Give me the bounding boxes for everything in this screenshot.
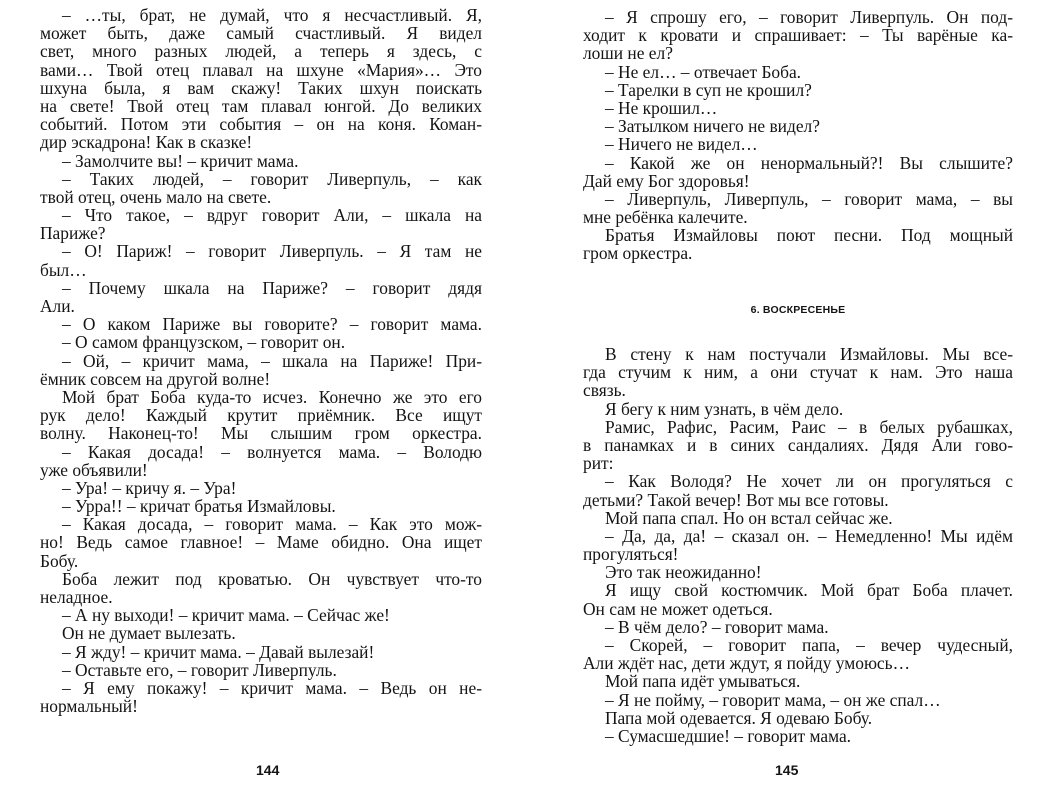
text-line: Я ищу свой костюмчик. Мой брат Боба плачет. bbox=[605, 580, 1013, 601]
text-line: Али. bbox=[40, 296, 75, 316]
text-line: – Какая досада! – волнуется мама. – Володю bbox=[62, 441, 482, 462]
text-line: – Не крошил… bbox=[605, 97, 718, 118]
right-page-text-top bbox=[583, 8, 1013, 263]
text-line: – Да, да, да! – сказал он. – Немедленно! Мы идём bbox=[605, 525, 1013, 546]
text-line: мне ребёнка калечите. bbox=[583, 207, 748, 228]
text-line: – Урра!! – кричат братья Измайловы. bbox=[62, 496, 336, 517]
text-line: Мой папа идёт умываться. bbox=[605, 671, 801, 692]
text-line: Папа мой одевается. Я одеваю Бобу. bbox=[605, 707, 873, 728]
text-line: волну. Наконец-то! Мы слышим гром оркестра. bbox=[40, 423, 482, 444]
text-line: Я бегу к ним узнать, в чём дело. bbox=[605, 398, 844, 419]
right-page-number: 145 bbox=[775, 762, 799, 778]
text-line: Он сам не может одеться. bbox=[583, 598, 773, 619]
text-line: гром оркестра. bbox=[583, 243, 693, 264]
text-line: – Я не пойму, – говорит мама, – он же спал… bbox=[605, 689, 941, 710]
text-line: – Какой же он ненормальный?! Вы слышите? bbox=[605, 152, 1013, 173]
text-line: – О самом французском, – говорит он. bbox=[62, 332, 346, 353]
text-line: Это так неожиданно! bbox=[605, 562, 762, 583]
text-line: Мой брат Боба куда-то исчез. Конечно же это его bbox=[62, 386, 482, 407]
text-line: Он не думает вылезать. bbox=[62, 623, 236, 644]
left-page-text bbox=[40, 6, 482, 715]
text-line: – О каком Париже вы говорите? – говорит мама. bbox=[62, 314, 482, 335]
text-line: рук дело! Каждый крутит приёмник. Все ищут bbox=[40, 405, 482, 426]
text-line: Рамис, Рафис, Расим, Раис – в белых рубашках, bbox=[605, 416, 1013, 437]
text-line: Дай ему Бог здоровья! bbox=[583, 170, 750, 191]
text-line: – Затылком ничего не видел? bbox=[605, 116, 820, 137]
text-line: Боба лежит под кроватью. Он чувствует что-то bbox=[62, 568, 482, 589]
text-line: – Как Володя? Не хочет ли он прогуляться с bbox=[605, 471, 1013, 492]
text-line: Бобу. bbox=[40, 550, 79, 571]
text-line: – Ничего не видел… bbox=[605, 134, 758, 155]
text-line: прогуляться! bbox=[583, 544, 679, 565]
text-line: может быть, даже самый счастливый. Я видел bbox=[40, 23, 482, 44]
text-line: ходит к кровати и спрашивает: – Ты варёные ка- bbox=[583, 25, 1013, 46]
text-line: – Я жду! – кричит мама. – Давай вылезай! bbox=[62, 641, 375, 662]
text-line: – А ну выходи! – кричит мама. – Сейчас же! bbox=[62, 605, 390, 626]
text-line: – Не ел… – отвечает Боба. bbox=[605, 61, 802, 82]
text-line: твой отец, очень мало на свете. bbox=[40, 186, 272, 207]
text-line: уже объявили! bbox=[40, 459, 148, 480]
text-line: – Я спрошу его, – говорит Ливерпуль. Он под- bbox=[605, 7, 1013, 27]
text-line: – Сумасшедшие! – говорит мама. bbox=[605, 725, 852, 746]
text-line: но! Ведь самое главное! – Маме обидно. Она ищет bbox=[40, 532, 482, 553]
text-line: – Таких людей, – говорит Ливерпуль, – как bbox=[62, 168, 482, 189]
text-line: был… bbox=[40, 259, 87, 280]
text-line: вами… Твой отец плавал на шхуне «Мария»… Это bbox=[40, 59, 482, 80]
text-line: Братья Измайловы поют песни. Под мощный bbox=[605, 225, 1013, 246]
chapter-heading: 6. ВОСКРЕСЕНЬЕ bbox=[750, 304, 846, 316]
text-line: – Скорей, – говорит папа, – вечер чудесный, bbox=[605, 635, 1013, 655]
text-line: на свете! Твой отец там плавал юнгой. До великих bbox=[40, 95, 482, 116]
text-line: дир эскадрона! Как в сказке! bbox=[40, 132, 253, 153]
text-line: – Какая досада, – говорит мама. – Как это мож- bbox=[62, 514, 482, 535]
text-line: – Ой, – кричит мама, – шкала на Париже! При- bbox=[62, 350, 482, 371]
text-line: Мой папа спал. Но он встал сейчас же. bbox=[605, 507, 893, 528]
text-line: – Ливерпуль, Ливерпуль, – говорит мама, – вы bbox=[605, 188, 1013, 209]
text-line: Париже? bbox=[40, 223, 106, 244]
text-line: – В чём дело? – говорит мама. bbox=[605, 616, 829, 637]
text-line: – Ура! – кричу я. – Ура! bbox=[62, 477, 237, 498]
text-line: неладное. bbox=[40, 587, 113, 607]
text-line: ёмник совсем на другой волне! bbox=[40, 368, 271, 389]
right-page-text-bottom bbox=[583, 345, 1013, 745]
text-line: событий. Потом эти события – он на коня. Коман- bbox=[40, 114, 482, 135]
text-line: нормальный! bbox=[40, 696, 138, 717]
text-line: шхуна была, я вам скажу! Таких шхун поискать bbox=[40, 77, 482, 98]
text-line: лоши не ел? bbox=[583, 43, 673, 64]
text-line: детьми? Такой вечер! Вот мы все готовы. bbox=[583, 489, 889, 510]
text-line: В стену к нам постучали Измайловы. Мы все- bbox=[605, 344, 1013, 364]
text-line: рит: bbox=[583, 453, 614, 474]
text-line: – …ты, брат, не думай, что я несчастливый. Я, bbox=[62, 5, 482, 25]
left-page bbox=[40, 0, 482, 800]
text-line: в панамках и в синих сандалиях. Дядя Али гово- bbox=[583, 434, 1013, 455]
text-line: – Почему шкала на Париже? – говорит дядя bbox=[62, 277, 482, 298]
left-page-number: 144 bbox=[256, 762, 280, 778]
text-line: – Я ему покажу! – кричит мама. – Ведь он не- bbox=[62, 677, 482, 698]
text-line: свет, много разных людей, а теперь я здесь, с bbox=[40, 41, 482, 62]
text-line: – О! Париж! – говорит Ливерпуль. – Я там не bbox=[62, 241, 482, 262]
text-line: Али ждёт нас, дети ждут, я пойду умоюсь… bbox=[583, 653, 910, 674]
text-line: – Замолчите вы! – кричит мама. bbox=[62, 150, 299, 171]
text-line: – Оставьте его, – говорит Ливерпуль. bbox=[62, 659, 337, 680]
text-line: – Что такое, – вдруг говорит Али, – шкала на bbox=[62, 205, 482, 226]
right-page bbox=[583, 0, 1013, 800]
text-line: связь. bbox=[583, 380, 626, 401]
text-line: – Тарелки в суп не крошил? bbox=[605, 79, 812, 100]
text-line: гда стучим к ним, а они стучат к нам. Это наша bbox=[583, 362, 1013, 383]
